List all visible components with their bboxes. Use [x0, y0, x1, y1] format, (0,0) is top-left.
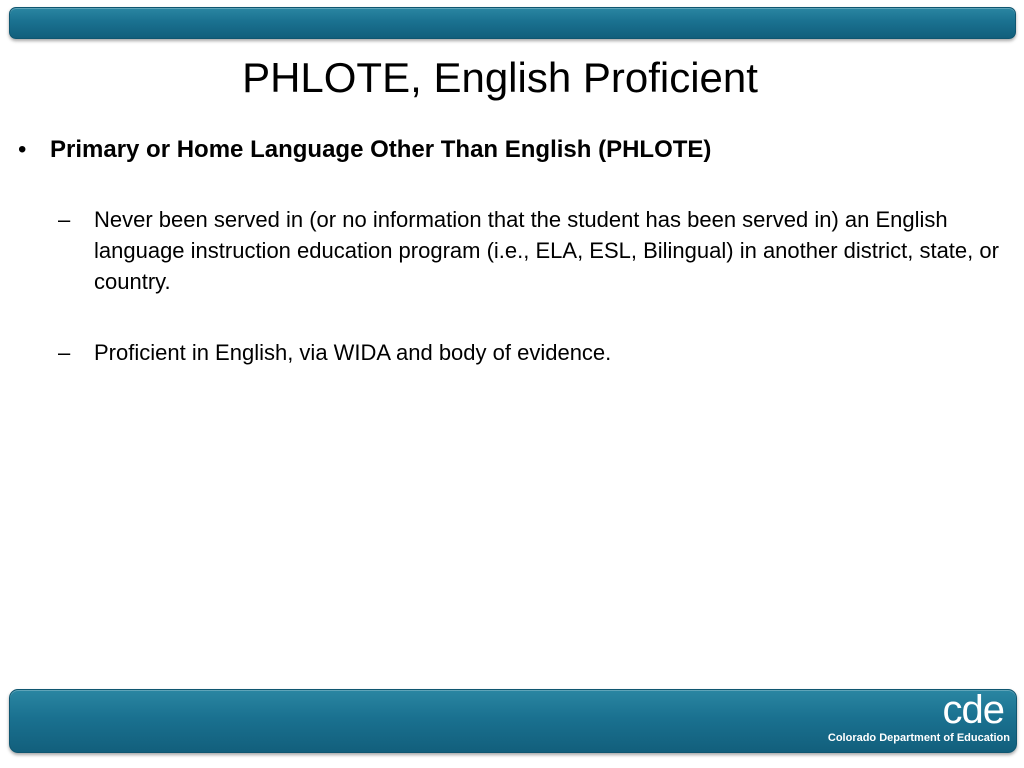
- header-bar: [9, 7, 1016, 39]
- bullet-mark: •: [18, 136, 27, 163]
- dash-mark: –: [58, 207, 71, 233]
- sub-bullet-text: Never been served in (or no information that the student has been served in) an English language instruction education program (i.e., ELA, ESL, Bilingual) in another district, state, or country.: [94, 207, 999, 294]
- slide-content: [18, 134, 1018, 368]
- sub-bullet-proficient: [58, 338, 1008, 369]
- main-bullet: [18, 134, 1018, 165]
- sub-bullet-text: Proficient in English, via WIDA and body of evidence.: [94, 339, 612, 365]
- cde-logo: [780, 690, 1010, 750]
- sub-bullet-served: [58, 205, 1008, 297]
- dash-mark: –: [58, 339, 71, 365]
- cde-logo-text: Colorado Department of Education: [827, 732, 1010, 744]
- cde-logo-mark: cde: [942, 688, 1004, 732]
- slide-title: PHLOTE, English Proficient: [242, 54, 758, 101]
- main-bullet-text: Primary or Home Language Other Than English (PHLOTE): [50, 136, 712, 163]
